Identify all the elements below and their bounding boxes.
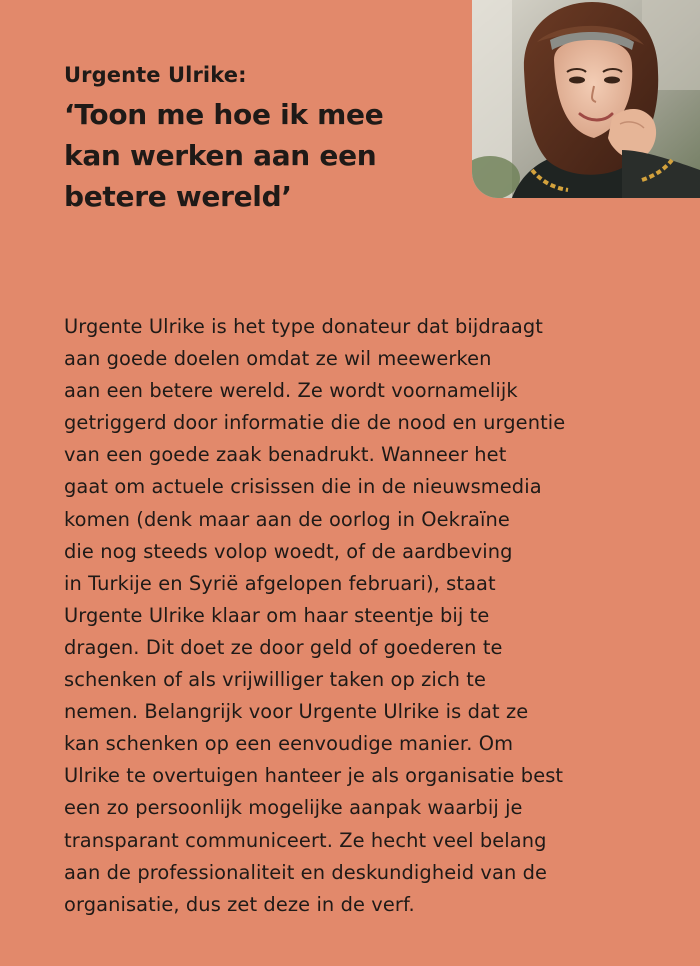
persona-name: Urgente Ulrike: <box>64 63 247 87</box>
description-line: schenken of als vrijwilliger taken op zich te <box>64 668 487 692</box>
description-line: komen (denk maar aan de oorlog in Oekraïne <box>64 507 510 531</box>
description-line: kan schenken op een eenvoudige manier. Om <box>64 732 514 756</box>
description-line: die nog steeds volop woedt, of de aardbeving <box>64 539 513 563</box>
description-line: Urgente Ulrike klaar om haar steentje bij te <box>64 603 490 627</box>
description-line: aan de professionaliteit en deskundigheid van de <box>64 860 548 884</box>
quote-line: kan werken aan een <box>64 139 377 172</box>
quote-line: betere wereld’ <box>64 180 292 213</box>
persona-quote <box>64 94 464 217</box>
quote-line: ‘Toon me hoe ik mee <box>64 98 384 131</box>
description-line: nemen. Belangrijk voor Urgente Ulrike is dat ze <box>64 700 529 724</box>
description-line: Urgente Ulrike is het type donateur dat bijdraagt <box>64 315 543 338</box>
persona-photo <box>472 0 700 198</box>
description-line: dragen. Dit doet ze door geld of goederen te <box>64 635 503 659</box>
persona-description <box>64 311 684 921</box>
description-line: transparant communiceert. Ze hecht veel belang <box>64 828 547 852</box>
description-line: getriggerd door informatie die de nood en urgentie <box>64 411 566 435</box>
description-line: aan een betere wereld. Ze wordt voornamelijk <box>64 379 518 403</box>
description-line: Ulrike te overtuigen hanteer je als organisatie best <box>64 764 564 788</box>
description-line: gaat om actuele crisissen die in de nieuwsmedia <box>64 475 542 499</box>
description-line: organisatie, dus zet deze in de verf. <box>64 892 415 916</box>
description-line: in Turkije en Syrië afgelopen februari), staat <box>64 571 496 595</box>
portrait-illustration <box>472 0 700 198</box>
description-line: van een goede zaak benadrukt. Wanneer het <box>64 443 507 467</box>
description-line: aan goede doelen omdat ze wil meewerken <box>64 347 492 371</box>
description-line: een zo persoonlijk mogelijke aanpak waarbij je <box>64 796 523 820</box>
heading-block <box>64 60 464 217</box>
